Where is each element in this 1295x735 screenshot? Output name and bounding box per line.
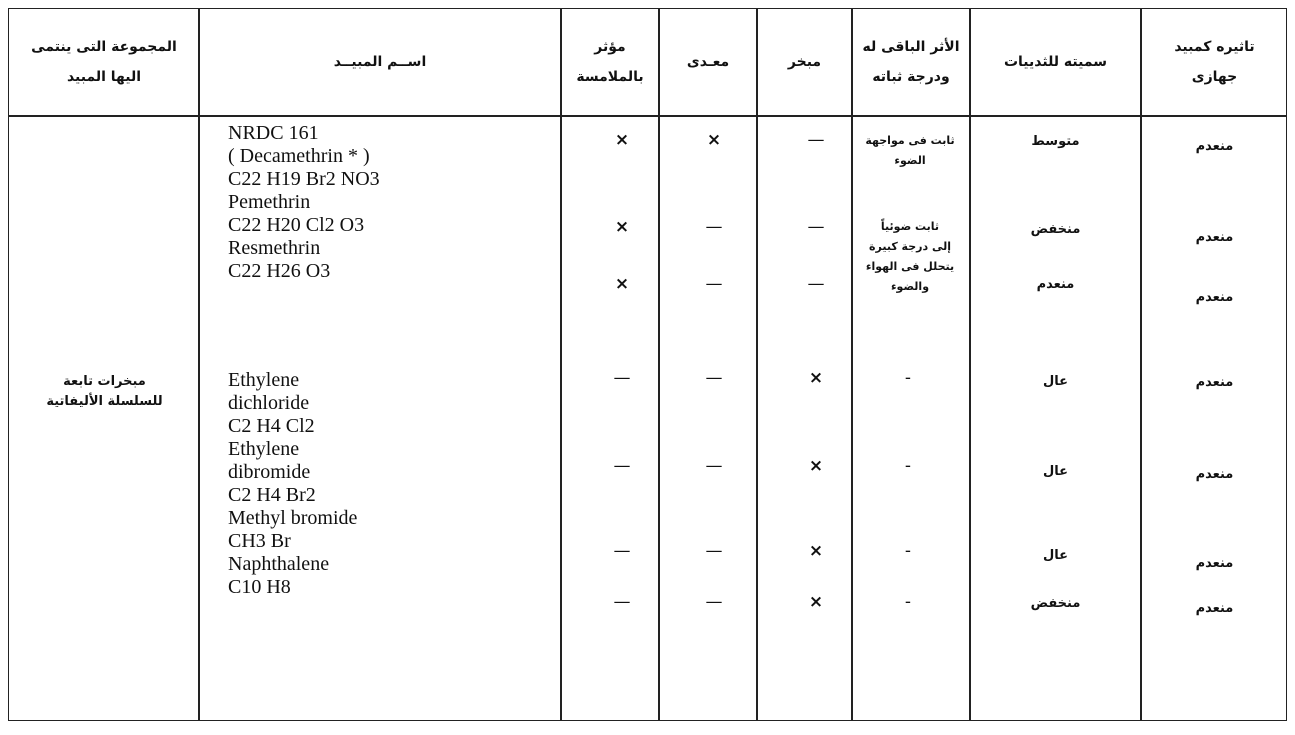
fumigant-mark: ×	[808, 368, 824, 388]
residual-note-photostable: ثابت ضوئياً إلى درجة كبيرة يتحلل فى الهواء والضوء	[865, 220, 955, 293]
pesticide-entry-ethylene-dibromide: Ethylene dibromide C2 H4 Br2	[228, 438, 316, 506]
mammal-toxicity-value: عال	[1042, 374, 1069, 389]
contact-mark: ×	[614, 130, 630, 150]
header-fumigant: مبخر	[787, 54, 822, 70]
systemic-effect-value: منعدم	[1195, 375, 1234, 390]
residual-mark: -	[904, 592, 912, 612]
mammal-toxicity-value: عال	[1042, 464, 1069, 479]
contact-mark: ×	[614, 274, 630, 294]
header-contact-poison: مؤثر بالملامسة	[576, 39, 644, 85]
residual-mark: -	[904, 541, 912, 561]
stomach-mark: —	[705, 592, 723, 612]
residual-mark: -	[904, 456, 912, 476]
stomach-mark: ×	[706, 130, 722, 150]
systemic-effect-value: منعدم	[1195, 290, 1234, 305]
pesticide-entry-decamethrin: NRDC 161 ( Decamethrin * ) C22 H19 Br2 NO3	[228, 122, 380, 190]
fumigant-mark: —	[807, 274, 825, 294]
fumigant-mark: ×	[808, 541, 824, 561]
residual-note-light-stable: ثابت فى مواجهة الضوء	[865, 134, 955, 167]
pesticide-entry-ethylene-dichloride: Ethylene dichloride C2 H4 Cl2	[228, 369, 315, 437]
systemic-effect-value: منعدم	[1195, 139, 1234, 154]
contact-mark: —	[613, 592, 631, 612]
fumigant-mark: ×	[808, 592, 824, 612]
header-residual-effect: الأثر الباقى له ودرجة ثباته	[862, 39, 960, 85]
header-systemic-effect: تاثيره كمبيد جهازى	[1174, 39, 1255, 85]
header-stomach-poison: معـدى	[686, 54, 730, 70]
systemic-effect-value: منعدم	[1195, 467, 1234, 482]
systemic-effect-value: منعدم	[1195, 230, 1234, 245]
mammal-toxicity-value: عال	[1042, 548, 1069, 563]
residual-mark: -	[904, 368, 912, 388]
systemic-effect-value: منعدم	[1195, 556, 1234, 571]
contact-mark: —	[613, 368, 631, 388]
header-chemical-group: المجموعة التى ينتمى اليها المبيد	[31, 39, 177, 85]
header-pesticide-name: اســم المبيــد	[333, 54, 427, 70]
stomach-mark: —	[705, 541, 723, 561]
mammal-toxicity-value: منعدم	[1036, 277, 1075, 292]
fumigant-mark: —	[807, 130, 825, 150]
chemical-group-label: مبخرات تابعة للسلسلة الأليفاتية	[46, 374, 163, 409]
systemic-effect-value: منعدم	[1195, 601, 1234, 616]
stomach-mark: —	[705, 456, 723, 476]
contact-mark: —	[613, 456, 631, 476]
pesticide-entry-resmethrin: Resmethrin C22 H26 O3	[228, 237, 331, 282]
mammal-toxicity-value: منخفض	[1030, 222, 1081, 237]
stomach-mark: —	[705, 274, 723, 294]
mammal-toxicity-value: منخفض	[1030, 596, 1081, 611]
fumigant-mark: —	[807, 217, 825, 237]
mammal-toxicity-value: متوسط	[1031, 134, 1080, 149]
stomach-mark: —	[705, 368, 723, 388]
contact-mark: ×	[614, 217, 630, 237]
contact-mark: —	[613, 541, 631, 561]
pesticide-entry-naphthalene: Naphthalene C10 H8	[228, 553, 330, 598]
pesticide-entry-methyl-bromide: Methyl bromide CH3 Br	[228, 507, 358, 552]
stomach-mark: —	[705, 217, 723, 237]
header-mammal-toxicity: سميته للثدييات	[1003, 54, 1108, 70]
pesticide-entry-pemethrin: Pemethrin C22 H20 Cl2 O3	[228, 191, 365, 236]
fumigant-mark: ×	[808, 456, 824, 476]
